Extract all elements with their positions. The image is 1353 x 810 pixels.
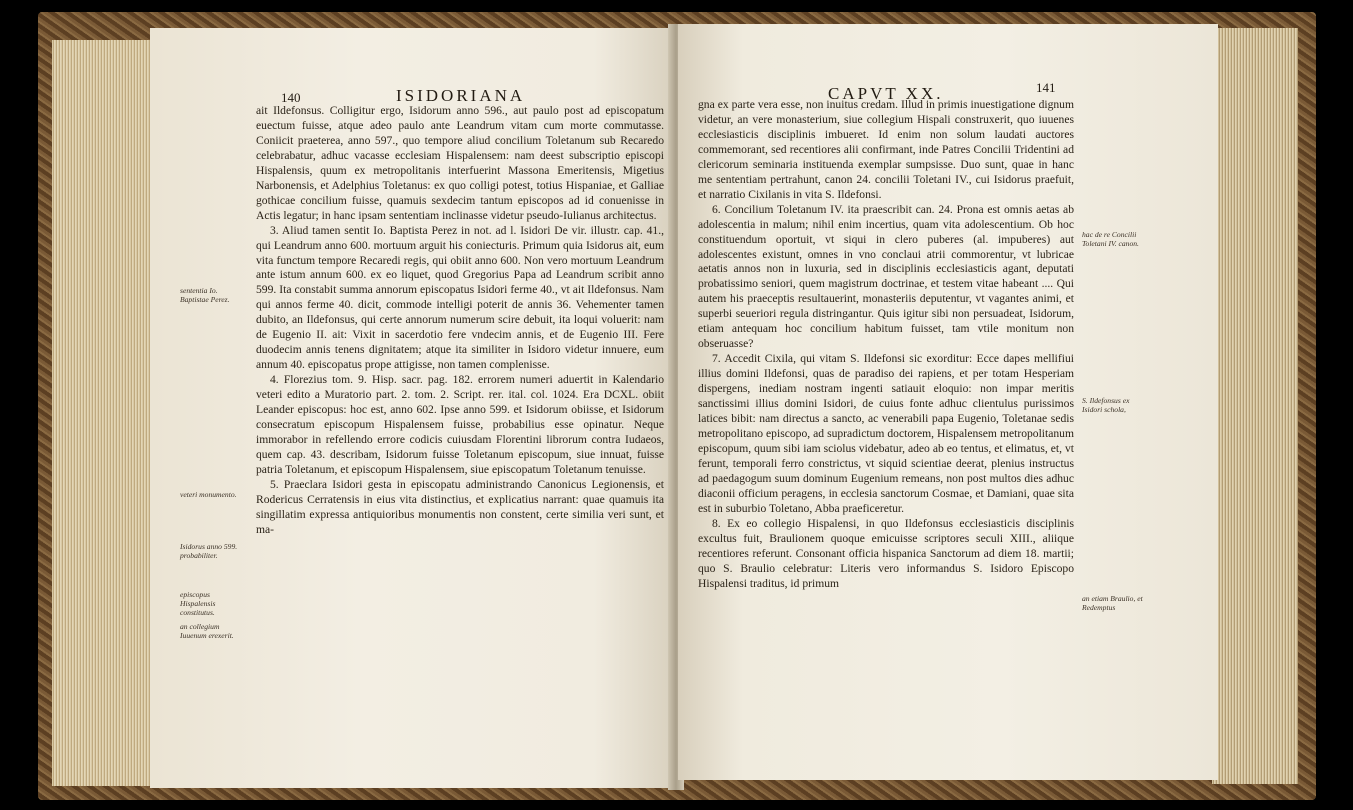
right-page-text — [698, 98, 1074, 591]
left-paragraph: 3. Aliud tamen sentit Io. Baptista Perez in not. ad l. Isidori De vir. illustr. cap. 41., qui Leandrum anno 600. mortuum arguit his coniecturis. Primum quia Isidorus ait, eum vita functum tempore Recaredi regis, qui obiit anno 600. Non vero mortuum Leandrum ante istum annum 600. ex eo liquet, quod Gregorius Papa ad Leandrum scribit anno 599. Ita constabit summa annorum episcopatus Isidori ferme 40., vt ait Ildefonsus. Nam qui annos ferme 40. dicit, commode intelligi poterit de annis 36. Vehementer tamen dubito, an Ildefonsus, qui certe annorum numerum scire debuit, ita loqui voluerit: nam de Eugenio II. ait: Vixit in sacerdotio fere vndecim annis, et de Eugenio III. Fere duodecim annis tenens dignitatem; atque ita similiter in Isidoro videtur innuere, eum annum 40. episcopatus prope attigisse, non tamen complenisse. — [256, 223, 664, 372]
margin-note: Isidorus anno 599. probabiliter. — [180, 542, 238, 560]
margin-note: sententia Io. Baptistae Perez. — [180, 286, 230, 304]
left-paragraph: ait Ildefonsus. Colligitur ergo, Isidorum anno 596., aut paulo post ad episcopatum euectum fuisse, atque adeo paulo ante Leandrum vitam cum morte commutasse. Coniicit praeterea, anno 597., quo tempore aliud concilium Toletanum sub Recaredo celebrabatur, adhuc vacasse ecclesiam Hispalensem: nam deest subscriptio episcopi Hispalensis, quum ex metropolitanis interfuerint Massona Emeritensis, Migetius Narbonensis, et Adelphius Toletanus: ex quo colligi potest, totius Hispaniae, et Galliae gothicae concilium fuisse, quamuis sexdecim tantum episcopos ad id conuenisse in Actis legatur; in hanc ipsam sententiam inclinasse videtur pseudo-Iulianus architectus. — [256, 104, 664, 222]
right-running-header: CAPVT XX. — [828, 84, 944, 103]
margin-note: an collegium Iuuenum erexerit. — [180, 622, 234, 640]
margin-note: veteri monumento. — [180, 490, 237, 499]
right-paragraph: 6. Concilium Toletanum IV. ita praescribit can. 24. Prona est omnis aetas ab adolescentia in malum; nihil enim incertius, quam vita adolescentium. Ob hoc constituendum oportuit, vt siqui in clero puberes (al. impuberes) aut adolescentes existunt, omnes in vno conclaui atrii commorentur, vt lubricae aetatis annos non in luxuria, sed in disciplinis ecclesiasticis agant, deputati probatissimo seniori, quem magistrum doctrinae, et testem vitae habeant .... Qui autem his praeceptis resultauerint, monasteriis deputentur, vt vagantes animi, et superbi seueriori regula distringantur. Quis igitur sibi non persuadeat, Isidorum, etiam antequam hoc concilium habitum fuisset, tam vtile monitum non obseruasse? — [698, 202, 1074, 351]
right-paragraph: 7. Accedit Cixila, qui vitam S. Ildefonsi sic exorditur: Ecce dapes mellifiui illius domini Ildefonsi, quas de paradiso dei rapiens, et per totam Hesperiam dispergens, inediam nostram ingenti satiauit eloquio: non impar meritis sanctissimi illius domini Isidori, de cuius fonte adhuc clientulus purissimos latices bibit: nam directus a sancto, ac venerabili papa Eugenio, Toletanae sedis metropolitano episcopo, ad supradictum doctorem, Hispalensem metropolitanum episcopum, quum sibi iam sciolus videbatur, adeo ab eo tentus, et elimatus, et, vt ferunt, temporali ferro constrictus, vt siquid scientiae deerat, plenius instructus ad paedagogum suum dominum Eugenium remeans, non post multos dies adhuc diaconii officium peragens, in ecclesia sanctorum Cosmae, et Damiani, quae sita est in suburbio Toletano, Abba praeficeretur. — [698, 352, 1074, 515]
margin-note: episcopus Hispalensis constitutus. — [180, 590, 216, 617]
margin-note: an etiam Braulio, et Redemptus — [1082, 594, 1143, 612]
right-page-edges — [1212, 28, 1298, 784]
left-page-edges — [52, 40, 152, 786]
left-paragraph: 5. Praeclara Isidori gesta in episcopatu administrando Canonicus Legionensis, et Rodericus Cerratensis in eius vita distinctius, et explicatius narrant: quae quamuis ita singillatim expressa antiquioribus monumentis non constent, certe similia veri sunt, et ma- — [256, 477, 664, 536]
right-paragraph: gna ex parte vera esse, non inuitus credam. Illud in primis inuestigatione dignum videtur, an vere monasterium, siue collegium Hispali construxerit, quo iuuenes ecclesiasticis disciplinis imbueret. Id enim non solum laudati auctores commemorant, sed recentiores alii confirmant, inde Patres Concilii Tridentini ad clericorum seminaria instituenda exemplar sumpsisse. Duo sunt, quae in hanc me sententiam pertrahunt, canon 24. concilii Toletani IV., cui Isidorus praefuit, et narratio Cixilanis in vita S. Ildefonsi. — [698, 98, 1074, 201]
left-page-text — [256, 104, 664, 538]
left-running-header: ISIDORIANA — [396, 86, 526, 105]
left-page-number: 140 — [281, 90, 301, 105]
right-paragraph: 8. Ex eo collegio Hispalensi, in quo Ildefonsus ecclesiasticis disciplinis excultus fuit, Braulionem quoque emicuisse scriptores seculi XIII., aliique recentiores referunt. Consonant officia hispanica Sanctorum ad diem 18. martii; quo S. Braulio celebratur: Literis vero informandus S. Isidoro Episcopo Hispalensi traditus, id primum — [698, 516, 1074, 590]
right-page-number: 141 — [1036, 80, 1056, 95]
left-paragraph: 4. Florezius tom. 9. Hisp. sacr. pag. 182. errorem numeri aduertit in Kalendario veteri edito a Muratorio part. 2. tom. 2. Script. rer. ital. col. 1024. Era DCXL. obiit Leander episcopus: hoc est, anno 602. Ipse anno 599. et Isidorum obiisse, et Isidorum consecratum episcopum Hispalensem fuisse, probabilius esse opinatur. Neque immorabor in refellendo errore codicis cuiusdam Florentini librorum contra Iudaeos, quem cap. 43. describam, Isidorum fuisse Toletanum episcopum, siue innuat, fuisse patria Toletanum, et episcopum Hispalensem, siue episcopatum Toletanum tenuisse. — [256, 373, 664, 476]
margin-note: hac de re Concilii Toletani IV. canon. — [1082, 230, 1139, 248]
margin-note: S. Ildefonsus ex Isidori schola, — [1082, 396, 1130, 414]
